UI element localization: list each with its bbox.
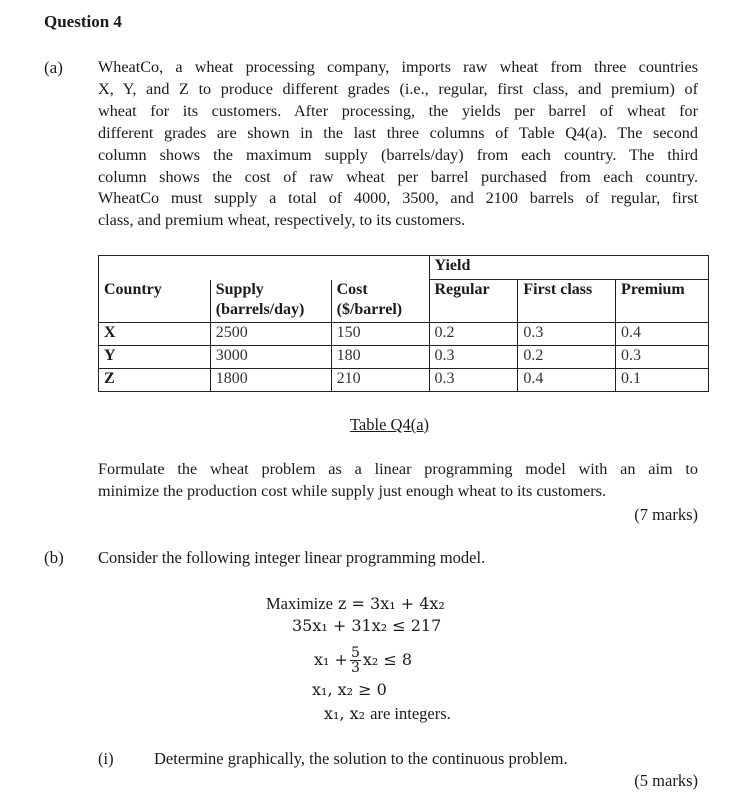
paragraph-line: WheatCo, a wheat processing company, imports raw wheat from three countries bbox=[98, 58, 698, 76]
header-regular: Regular bbox=[429, 280, 518, 323]
cell-supply: 2500 bbox=[210, 323, 331, 346]
constraint-2-rhs: x₂ ≤ 8 bbox=[362, 650, 413, 669]
part-a-task bbox=[98, 459, 698, 503]
question-heading: Question 4 bbox=[44, 12, 122, 31]
header-country: Country bbox=[99, 280, 211, 323]
cell-first-class: 0.2 bbox=[518, 346, 616, 369]
table-blank-header-cell bbox=[99, 256, 430, 280]
cell-supply: 1800 bbox=[210, 369, 331, 392]
cell-cost: 210 bbox=[331, 369, 429, 392]
fraction bbox=[350, 646, 361, 675]
header-supply bbox=[210, 280, 331, 323]
cell-supply: 3000 bbox=[210, 346, 331, 369]
part-a-paragraph bbox=[98, 57, 698, 232]
part-b-label: (b) bbox=[44, 548, 64, 567]
task-line: Formulate the wheat problem as a linear programming model with an aim to bbox=[98, 460, 698, 478]
header-cost-line1: Cost bbox=[336, 280, 368, 298]
part-a-label: (a) bbox=[44, 58, 63, 77]
objective-line bbox=[266, 594, 451, 616]
cell-premium: 0.1 bbox=[616, 369, 709, 392]
constraint-2 bbox=[266, 640, 451, 680]
yield-group-header: Yield bbox=[429, 256, 709, 280]
paragraph-line: class, and premium wheat, respectively, to its customers. bbox=[98, 211, 466, 230]
task-line: minimize the production cost while supply just enough wheat to its customers. bbox=[98, 481, 607, 500]
paragraph-line: column shows the maximum supply (barrels/day) from each country. The third bbox=[98, 145, 698, 164]
fraction-denominator: 3 bbox=[350, 660, 360, 676]
yield-table bbox=[98, 255, 709, 392]
paragraph-line: wheat for its customers. After processing, the yields per barrel of wheat for bbox=[98, 101, 698, 120]
integer-vars: x₁, x₂ bbox=[324, 704, 366, 723]
table-group-header-row bbox=[99, 256, 709, 280]
constraint-1: 35x₁ + 31x₂ ≤ 217 bbox=[292, 616, 442, 635]
cell-first-class: 0.4 bbox=[518, 369, 616, 392]
cell-cost: 180 bbox=[331, 346, 429, 369]
header-first-class: First class bbox=[518, 280, 616, 323]
cell-cost: 150 bbox=[331, 323, 429, 346]
table-header-row bbox=[99, 280, 709, 323]
constraint-2-lhs: x₁ + bbox=[314, 650, 348, 669]
header-supply-line2: (barrels/day) bbox=[215, 300, 305, 318]
integer-constraint bbox=[266, 704, 451, 726]
nonnegativity-constraint: x₁, x₂ ≥ 0 bbox=[312, 680, 387, 699]
part-a-marks: (7 marks) bbox=[634, 505, 698, 524]
paragraph-line: column shows the cost of raw wheat per barrel purchased from each country. bbox=[98, 167, 698, 186]
cell-first-class: 0.3 bbox=[518, 323, 616, 346]
cell-regular: 0.3 bbox=[429, 369, 518, 392]
cell-premium: 0.4 bbox=[616, 323, 709, 346]
sub-i-text: Determine graphically, the solution to the continuous problem. bbox=[154, 749, 568, 768]
paragraph-line: different grades are shown in the last three columns of Table Q4(a). The second bbox=[98, 123, 698, 142]
sub-i-marks: (5 marks) bbox=[634, 771, 698, 790]
fraction-numerator: 5 bbox=[350, 645, 360, 661]
header-cost bbox=[331, 280, 429, 323]
sub-i-label: (i) bbox=[98, 749, 114, 768]
cell-country: X bbox=[99, 323, 211, 346]
table-caption: Table Q4(a) bbox=[350, 415, 430, 434]
header-premium: Premium bbox=[616, 280, 709, 323]
integer-text: are integers. bbox=[370, 704, 451, 723]
objective-word: Maximize bbox=[266, 594, 333, 613]
cell-regular: 0.3 bbox=[429, 346, 518, 369]
table-row bbox=[99, 369, 709, 392]
ilp-model bbox=[266, 594, 451, 726]
table-row bbox=[99, 346, 709, 369]
header-supply-line1: Supply bbox=[215, 280, 264, 298]
header-cost-line2: ($/barrel) bbox=[336, 300, 403, 318]
paragraph-line: X, Y, and Z to produce different grades (i.e., regular, first class, and premium) of bbox=[98, 79, 698, 98]
cell-country: Y bbox=[99, 346, 211, 369]
cell-regular: 0.2 bbox=[429, 323, 518, 346]
objective-expression: z = 3x₁ + 4x₂ bbox=[338, 594, 445, 613]
part-b-intro: Consider the following integer linear programming model. bbox=[98, 548, 486, 567]
paragraph-line: WheatCo must supply a total of 4000, 3500, and 2100 barrels of regular, first bbox=[98, 189, 698, 208]
table-row bbox=[99, 323, 709, 346]
cell-country: Z bbox=[99, 369, 211, 392]
cell-premium: 0.3 bbox=[616, 346, 709, 369]
